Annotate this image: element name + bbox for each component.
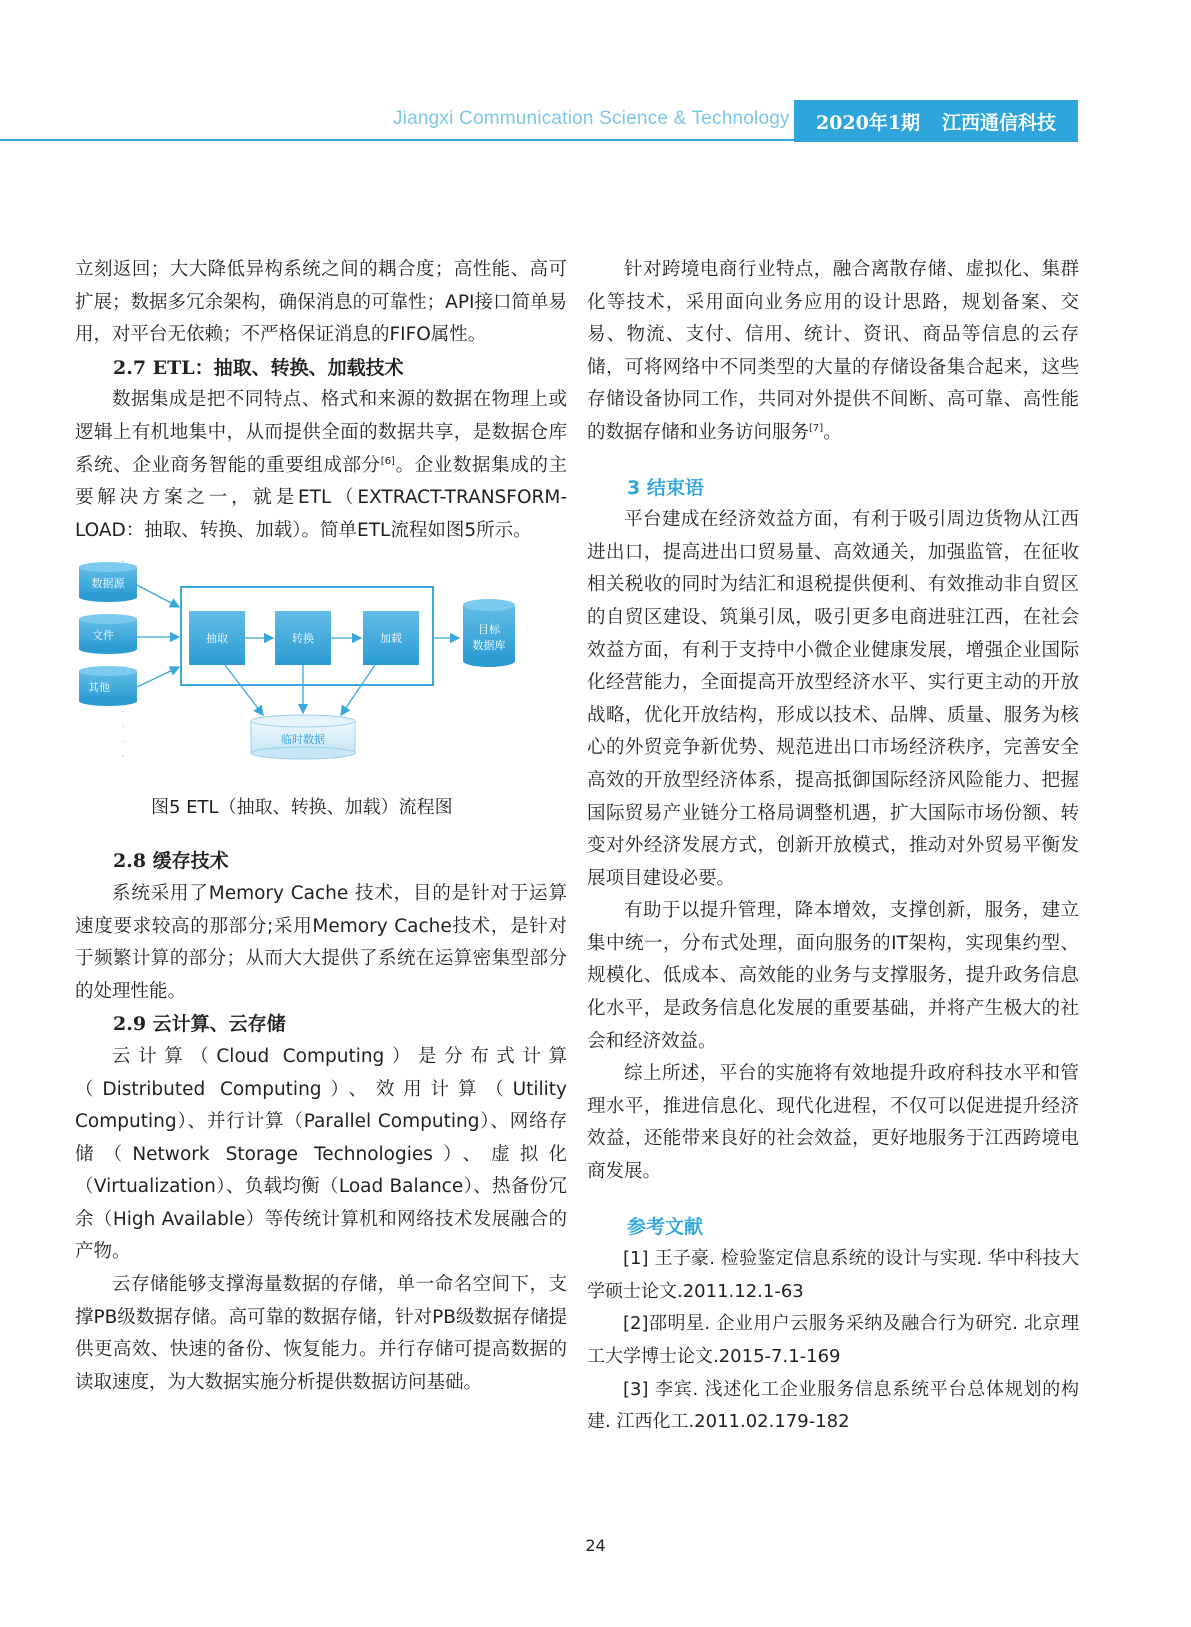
- step-load: [363, 611, 419, 665]
- section-heading-2-8: 2.8 缓存技术: [113, 850, 229, 873]
- paragraph: 针对跨境电商行业特点，融合离散存储、虚拟化、集群化等技术，采用面向业务应用的设计思路，规划备案、交易、物流、支付、信用、统计、资讯、商品等信息的云存储，可将网络中不同类型的大量的存储设备集合起来，这些存储设备协同工作，共同对外提供不间断、高可靠、高性能的数据存储和业务访问服务[7]。: [587, 259, 1079, 443]
- svg-text:文件: 文件: [92, 629, 114, 643]
- svg-text:其他: 其他: [88, 681, 110, 695]
- paragraph: 有助于以提升管理，降本增效，支撑创新，服务，建立集中统一，分布式处理，面向服务的IT架构，实现集约型、规模化、低成本、高效能的业务与支撑服务，提升政务信息化水平，是政务信息化发展的重要基础，并将产生极大的社会和经济效益。: [587, 900, 1079, 1052]
- figure-caption: 图5 ETL（抽取、转换、加载）流程图: [151, 797, 453, 819]
- paragraph: 立刻返回；大大降低异构系统之间的耦合度；高性能、高可扩展；数据多冗余架构，确保消息的可靠性；API接口简单易用，对平台无依赖；不严格保证消息的FIFO属性。: [75, 259, 567, 346]
- issue-label: 2020年1期: [815, 111, 921, 134]
- references-heading: 参考文献: [627, 1215, 704, 1238]
- svg-text:转换: 转换: [292, 632, 314, 646]
- temp-data-store: [251, 715, 355, 759]
- etl-diagram-svg: [75, 557, 567, 787]
- svg-text:数据源: 数据源: [91, 577, 125, 591]
- section-heading-3: 3 结束语: [627, 476, 704, 499]
- svg-text:目标: 目标: [478, 623, 500, 637]
- page-number: 24: [585, 1536, 606, 1555]
- left-column: [75, 254, 567, 1399]
- step-transform: [275, 611, 331, 665]
- paragraph: 数据集成是把不同特点、格式和来源的数据在物理上或逻辑上有机地集中，从而提供全面的数据共享，是数据仓库系统、企业商务智能的重要组成部分[6]。企业数据集成的主要解决方案之一，就是ETL（EXTRACT-TRANSFORM-LOAD：抽取、转换、加载）。简单ETL流程如图5所示。: [75, 389, 567, 541]
- right-column: [587, 254, 1079, 1439]
- svg-text:加载: 加载: [380, 632, 402, 646]
- etl-flow-diagram: [75, 557, 567, 787]
- section-heading-2-9: 2.9 云计算、云存储: [113, 1013, 286, 1036]
- svg-text:抽取: 抽取: [206, 632, 228, 646]
- source-other: [79, 666, 137, 706]
- paragraph: 云存储能够支撑海量数据的存储，单一命名空间下，支撑PB级数据存储。高可靠的数据存储，针对PB级数据存储提供更高效、快速的备份、恢复能力。并行存储可提高数据的读取速度，为大数据实施分析提供数据访问基础。: [75, 1274, 567, 1393]
- reference-item: [2]邵明星. 企业用户云服务采纳及融合行为研究. 北京理工大学博士论文.2015-7.1-169: [587, 1313, 1079, 1367]
- journal-name-chinese: 江西通信科技: [942, 111, 1057, 134]
- header-rule: [0, 139, 1078, 141]
- svg-text:临时数据: 临时数据: [281, 733, 325, 747]
- target-database: [463, 599, 515, 667]
- svg-text:数据库: 数据库: [472, 639, 506, 653]
- paragraph: 综上所述，平台的实施将有效地提升政府科技水平和管理水平，推进信息化、现代化进程，不仅可以促进提升经济效益，还能带来良好的社会效益，更好地服务于江西跨境电商发展。: [587, 1063, 1079, 1183]
- citation-6: [6]: [380, 455, 395, 467]
- source-data-source: [79, 562, 137, 602]
- reference-item: [3] 李宾. 浅述化工企业服务信息系统平台总体规划的构建. 江西化工.2011.02.179-182: [587, 1378, 1079, 1433]
- source-file: [79, 614, 137, 654]
- paragraph: 云计算（Cloud Computing）是分布式计算（Distributed Computing）、效用计算（Utility Computing）、并行计算（Parallel Computing）、网络存储（Network Storage Technologies）、虚拟化（Virtualization）、负载均衡（Load Balance）、热备份冗余（High Available）等传统计算机和网络技术发展融合的产物。: [75, 1045, 567, 1263]
- section-heading-2-7: 2.7 ETL：抽取、转换、加载技术: [113, 356, 404, 379]
- journal-badge: [794, 100, 1078, 142]
- citation-7: [7]: [809, 422, 824, 434]
- paragraph: 系统采用了Memory Cache 技术，目的是针对于运算速度要求较高的那部分;采用Memory Cache技术，是针对于频繁计算的部分；从而大大提供了系统在运算密集型部分的处理性能。: [75, 882, 567, 1002]
- paragraph: 平台建成在经济效益方面，有利于吸引周边货物从江西进出口，提高进出口贸易量、高效通关，加强监管，在征收相关税收的同时为结汇和退税提供便利、有效推动非自贸区的自贸区建设、筑巢引凤，吸引更多电商进驻江西，在社会效益方面，有利于支持中小微企业健康发展，增强企业国际化经营能力，全面提高开放型经济水平、实行更主动的开放战略，优化开放结构，形成以技术、品牌、质量、服务为核心的外贸竞争新优势、规范进出口市场经济秩序，完善安全高效的开放型经济体系，提高抵御国际经济风险能力、把握国际贸易产业链分工格局调整机遇，扩大国际市场份额、转变对外经济发展方式，创新开放模式，推动对外贸易平衡发展项目建设必要。: [587, 509, 1079, 889]
- journal-name-english: Jiangxi Communication Science & Technology: [393, 108, 790, 129]
- reference-item: [1] 王子豪. 检验鉴定信息系统的设计与实现. 华中科技大学硕士论文.2011.12.1-63: [587, 1248, 1079, 1302]
- step-extract: [189, 611, 245, 665]
